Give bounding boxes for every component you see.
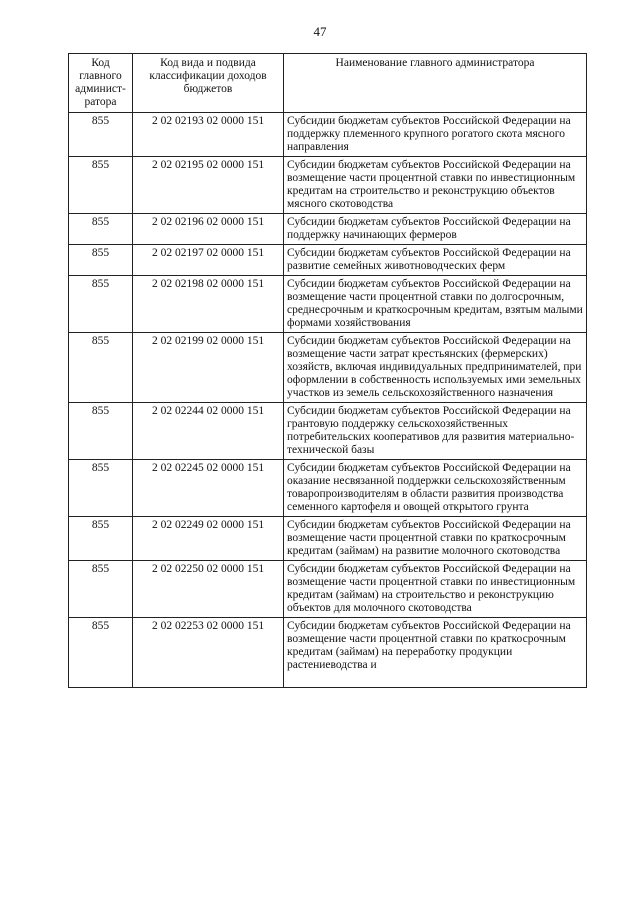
admin-code-cell: 855 <box>69 214 133 245</box>
table-row <box>69 403 587 460</box>
income-code-cell: 2 02 02199 02 0000 151 <box>133 333 284 403</box>
income-code-cell: 2 02 02193 02 0000 151 <box>133 113 284 157</box>
page-number: 47 <box>313 24 327 39</box>
admin-code-cell: 855 <box>69 460 133 517</box>
budget-revenue-administrators-table <box>68 53 587 688</box>
table-row <box>69 113 587 157</box>
admin-code-cell: 855 <box>69 618 133 688</box>
income-code-cell: 2 02 02253 02 0000 151 <box>133 618 284 688</box>
table-row <box>69 517 587 561</box>
admin-name-cell: Субсидии бюджетам субъектов Российской Федерации на поддержку начинающих фермеров <box>284 214 587 245</box>
admin-name-cell: Субсидии бюджетам субъектов Российской Федерации на развитие семейных животноводческих ферм <box>284 245 587 276</box>
admin-name-cell: Субсидии бюджетам субъектов Российской Федерации на грантовую поддержку сельскохозяйственных потребительских кооперативов для развития материально-технической базы <box>284 403 587 460</box>
income-code-cell: 2 02 02196 02 0000 151 <box>133 214 284 245</box>
admin-name-text: Субсидии бюджетам субъектов Российской Федерации на возмещение части процентной ставки по краткосрочным кредитам (займам) на переработку продукции растениеводства и <box>287 620 571 671</box>
admin-name-cell: Субсидии бюджетам субъектов Российской Федерации на оказание несвязанной поддержки сельскохозяйственным товаропроизводителям в области развития производства семенного картофеля и овощей открытого грунта <box>284 460 587 517</box>
admin-name-cell: Субсидии бюджетам субъектов Российской Федерации на возмещение части затрат крестьянских (фермерских) хозяйств, включая индивидуальных предпринимателей, при оформлении в собственность используемых ими земельных участков из земель сельскохозяйственного назначения <box>284 333 587 403</box>
table-header <box>69 54 587 113</box>
admin-code-cell: 855 <box>69 517 133 561</box>
table-row <box>69 245 587 276</box>
table-row <box>69 460 587 517</box>
admin-name-cell: Субсидии бюджетам субъектов Российской Федерации на возмещение части процентной ставки по инвестиционным кредитам (займам) на строительство и реконструкцию объектов для молочного скотоводства <box>284 561 587 618</box>
income-code-cell: 2 02 02249 02 0000 151 <box>133 517 284 561</box>
admin-code-cell: 855 <box>69 561 133 618</box>
income-code-cell: 2 02 02250 02 0000 151 <box>133 561 284 618</box>
admin-code-cell: 855 <box>69 113 133 157</box>
admin-name-cell: Субсидии бюджетам субъектов Российской Федерации на возмещение части процентной ставки по долгосрочным, среднесрочным и краткосрочным кредитам, взятым малыми формами хозяйствования <box>284 276 587 333</box>
table-row <box>69 157 587 214</box>
income-code-cell: 2 02 02197 02 0000 151 <box>133 245 284 276</box>
header-admin-name: Наименование главного администратора <box>284 54 587 113</box>
admin-name-cell: Субсидии бюджетам субъектов Российской Федерации на поддержку племенного крупного рогатого скота мясного направления <box>284 113 587 157</box>
table-row <box>69 333 587 403</box>
table-row <box>69 618 587 688</box>
income-code-cell: 2 02 02244 02 0000 151 <box>133 403 284 460</box>
admin-code-cell: 855 <box>69 333 133 403</box>
admin-code-cell: 855 <box>69 403 133 460</box>
income-code-cell: 2 02 02198 02 0000 151 <box>133 276 284 333</box>
admin-name-cell <box>284 618 587 688</box>
admin-name-cell: Субсидии бюджетам субъектов Российской Федерации на возмещение части процентной ставки по инвестиционным кредитам на строительство и реконструкцию объектов мясного скотоводства <box>284 157 587 214</box>
header-admin-code: Код главного админист-ратора <box>69 54 133 113</box>
admin-code-cell: 855 <box>69 276 133 333</box>
admin-code-cell: 855 <box>69 157 133 214</box>
income-code-cell: 2 02 02245 02 0000 151 <box>133 460 284 517</box>
header-income-code: Код вида и подвида классификации доходов бюджетов <box>133 54 284 113</box>
table-row <box>69 276 587 333</box>
table-row <box>69 214 587 245</box>
income-code-cell: 2 02 02195 02 0000 151 <box>133 157 284 214</box>
admin-code-cell: 855 <box>69 245 133 276</box>
table-row <box>69 561 587 618</box>
admin-name-cell: Субсидии бюджетам субъектов Российской Федерации на возмещение части процентной ставки по краткосрочным кредитам (займам) на развитие молочного скотоводства <box>284 517 587 561</box>
